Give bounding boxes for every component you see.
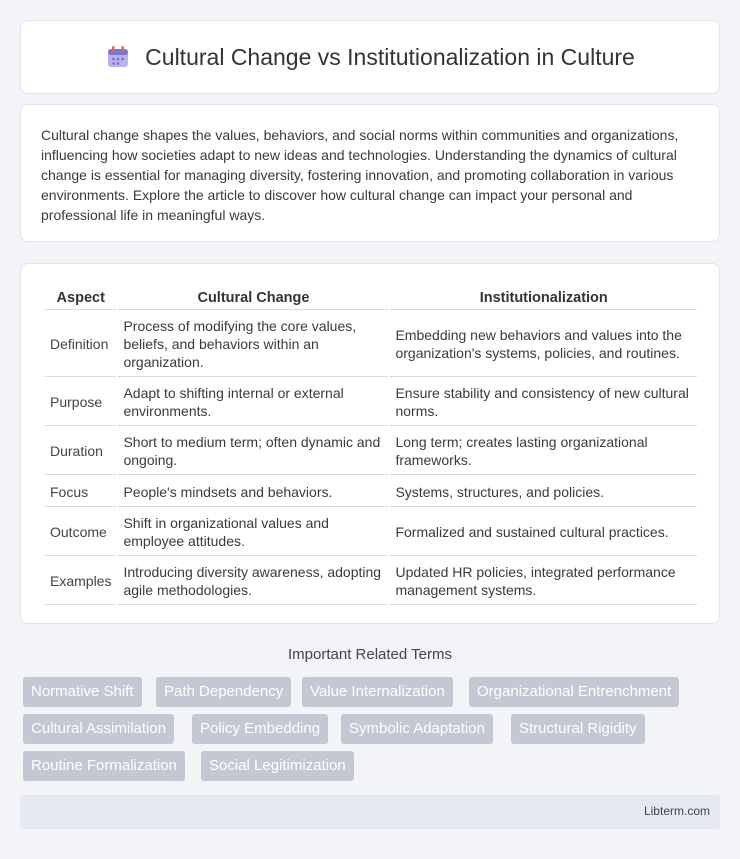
tag-policy-embedding[interactable]: Policy Embedding (192, 714, 328, 744)
row-institutionalization: Updated HR policies, integrated performance management systems. (390, 558, 697, 605)
table-row (45, 477, 697, 507)
row-cultural-change: Shift in organizational values and employee attitudes. (118, 509, 388, 556)
row-cultural-change: Short to medium term; often dynamic and ongoing. (118, 428, 388, 475)
row-cultural-change: Adapt to shifting internal or external environments. (118, 379, 388, 426)
row-cultural-change: Introducing diversity awareness, adopting agile methodologies. (118, 558, 388, 605)
row-aspect: Focus (45, 477, 116, 507)
footer-brand[interactable]: Libterm.com (643, 804, 710, 818)
header-aspect: Aspect (45, 286, 116, 310)
header-cultural-change: Cultural Change (118, 286, 388, 310)
tag-path-dependency[interactable]: Path Dependency (156, 677, 291, 707)
row-institutionalization: Systems, structures, and policies. (390, 477, 697, 507)
comparison-table (43, 284, 699, 607)
row-institutionalization: Long term; creates lasting organizational frameworks. (390, 428, 697, 475)
row-aspect: Examples (45, 558, 116, 605)
tag-structural-rigidity[interactable]: Structural Rigidity (511, 714, 645, 744)
tag-cultural-assimilation[interactable]: Cultural Assimilation (23, 714, 174, 744)
tag-value-internalization[interactable]: Value Internalization (302, 677, 453, 707)
tag-social-legitimization[interactable]: Social Legitimization (201, 751, 354, 781)
tag-routine-formalization[interactable]: Routine Formalization (23, 751, 185, 781)
table-row (45, 509, 697, 556)
tag-normative-shift[interactable]: Normative Shift (23, 677, 142, 707)
table-row (45, 312, 697, 377)
row-cultural-change: Process of modifying the core values, beliefs, and behaviors within an organization. (118, 312, 388, 377)
row-cultural-change: People's mindsets and behaviors. (118, 477, 388, 507)
row-aspect: Definition (45, 312, 116, 377)
table-header-row (45, 286, 697, 310)
page-title: Cultural Change vs Institutionalization in Culture (145, 43, 635, 70)
tag-organizational-entrenchment[interactable]: Organizational Entrenchment (469, 677, 679, 707)
footer (20, 795, 720, 829)
row-institutionalization: Formalized and sustained cultural practices. (390, 509, 697, 556)
row-aspect: Outcome (45, 509, 116, 556)
title-card (20, 20, 720, 94)
table-row (45, 379, 697, 426)
header-institutionalization: Institutionalization (390, 286, 697, 310)
row-institutionalization: Embedding new behaviors and values into the organization's systems, policies, and routines. (390, 312, 697, 377)
row-aspect: Purpose (45, 379, 116, 426)
table-row (45, 558, 697, 605)
calendar-icon (105, 44, 131, 70)
intro-card (20, 104, 720, 242)
related-terms-title: Important Related Terms (288, 646, 452, 663)
row-aspect: Duration (45, 428, 116, 475)
row-institutionalization: Ensure stability and consistency of new cultural norms. (390, 379, 697, 426)
table-row (45, 428, 697, 475)
tag-symbolic-adaptation[interactable]: Symbolic Adaptation (341, 714, 493, 744)
intro-text: Cultural change shapes the values, behaviors, and social norms within communities and organizations, influencing how societies adapt to new ideas and technologies. Understanding the dynamics of cultural change is essential for managing diversity, fostering innovation, and promoting collaboration in various environments. Explore the article to discover how cultural change can impact your personal and professional life in meaningful ways. (41, 127, 679, 223)
comparison-card (20, 263, 720, 624)
